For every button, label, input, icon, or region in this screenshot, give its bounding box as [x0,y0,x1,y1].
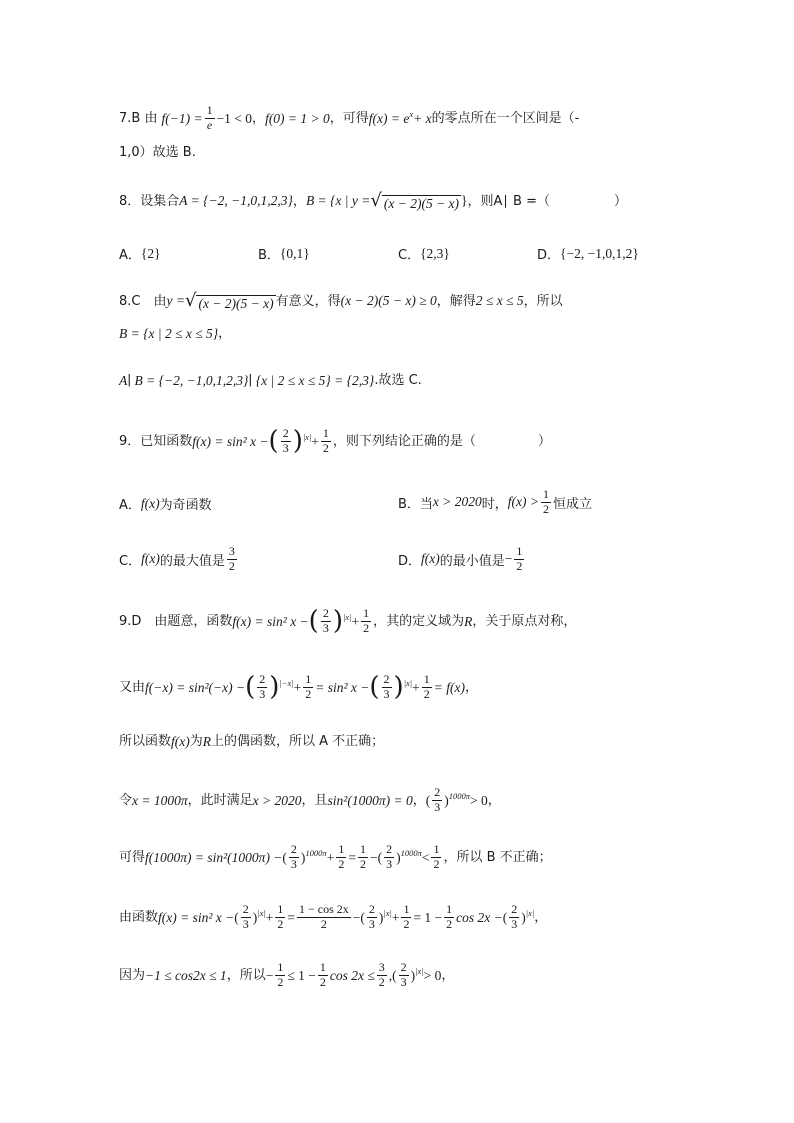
q9-question: 9．已知函数 f(x) = sin² x − ( $\frac{2}{3}$ ) |x| + $\frac{1}{2}$ ，则下列结论正确的是（ ） [119,426,551,457]
q9-answer-line-1: 9.D 由题意，函数 f(x) = sin² x − ( $\frac{2}{3}$ ) |x| + $\frac{1}{2}$ ，其的定义域为 R ，关于原点对称， [119,606,577,637]
q7-f-zero: f(0) = 1 > 0 [265,110,330,126]
q8-answer-sqrt: √ (x − 2)(5 − x) [184,290,274,311]
q9-answer-line-5: 可得 f(1000π) = sin²(1000π) − ( $\frac{2}{3}$ ) 1000π + $\frac{1}{2}$ = $\frac{1}{2}$ − ( $\frac{2}{3}$ ) 1000π < $\frac{1}{2}$ ，所以 B 不正确； [119,842,552,871]
q8-lead: 8．设集合 [119,193,180,209]
q8-answer-line-2: B = {x | 2 ≤ x ≤ 5} ， [119,326,232,342]
q7-answer-line-1: 7.B 由 f(−1) = $\frac{1}{e}$ −1 < 0 ， f(0) = 1 > 0 ，可得 f(x) = e x + x 的零点所在一个区间是（- [119,103,580,132]
q9-answer-line-3: 所以函数 f(x) 为 R 上的偶函数，所以 A 不正确； [119,734,385,750]
q9-answer-line-6: 由函数 f(x) = sin² x − ( $\frac{2}{3}$ ) |x| + $\frac{1}{2}$ = $\frac{1 - \cos 2x}{2}$ − ( $\frac{2}{3}$ ) |x| + $\frac{1}{2}$ = 1 − $\frac{1}{2}$ cos 2x − ( $\frac{2}{3}$ ) |x| ， [119,902,548,931]
q8-tail: ，则A∣ B =（ [467,193,551,209]
q8-sqrt: √ (x − 2)(5 − x) [370,190,460,211]
q9-function: f(x) = sin² x − [192,433,269,449]
q8-option-a[interactable]: A． {2} [119,245,161,263]
q8-option-c[interactable]: C． {2,3} [398,245,450,263]
q7-ineq: −1 < 0 [216,110,253,126]
q7-fraction: $\frac{1}{e}$ [206,103,213,132]
q9-option-d[interactable]: D． f(x) 的最小值是 − $\frac{1}{2}$ [398,544,523,573]
q7-f-minus-one: f(−1) = [161,110,203,126]
q8-option-d[interactable]: D． {−2, −1,0,1,2} [537,245,639,263]
q9-option-a[interactable]: A． f(x) 为奇函数 [119,495,212,513]
q8-set-a: A = {−2, −1,0,1,2,3} [179,193,293,209]
q8-answer-line-3: A∣ B = {−2, −1,0,1,2,3}∣ {x | 2 ≤ x ≤ 5} = {2,3} .故选 C. [119,373,422,389]
q8-answer-line-1: 8.C 由 y = √ (x − 2)(5 − x) 有意义，得 (x − 2)(5 − x) ≥ 0 ，解得 2 ≤ x ≤ 5 ，所以 [119,290,563,311]
q8-question: 8．设集合 A = {−2, −1,0,1,2,3} ， B = {x | y = √ (x − 2)(5 − x) } ，则A∣ B =（ ） [119,190,628,211]
q8-option-b[interactable]: B． {0,1} [258,245,310,263]
q7-lead: 7.B 由 [119,110,158,126]
q9-answer-line-7: 因为 −1 ≤ cos2x ≤ 1 ，所以 − $\frac{1}{2}$ ≤ 1 − $\frac{1}{2}$ cos 2x ≤ $\frac{3}{2}$ ,( $\frac{2}{3}$ ) |x| > 0 ， [119,960,455,989]
q7-fx: f(x) = e [368,110,410,126]
q9-option-b[interactable]: B．当 x > 2020 时， f(x) > $\frac{1}{2}$ 恒成立 [398,487,593,516]
q7-tail: 的零点所在一个区间是（- [431,110,580,126]
q8-set-b: B = {x | y = [305,193,371,209]
q9-answer-line-2: 又由 f(−x) = sin²(−x) − ( $\frac{2}{3}$ ) |−x| + $\frac{1}{2}$ = sin² x − ( $\frac{2}{3}$ ) |x| + $\frac{1}{2}$ = f(x) ， [119,672,478,703]
q7-answer-line-2: 1,0）故选 B. [119,145,196,160]
q9-answer-line-4: 令 x = 1000π ，此时满足 x > 2020 ，且 sin²(1000π) = 0 ， ( $\frac{2}{3}$ ) 1000π > 0 ， [119,785,501,814]
q9-option-c[interactable]: C． f(x) 的最大值是 $\frac{3}{2}$ [119,544,235,573]
